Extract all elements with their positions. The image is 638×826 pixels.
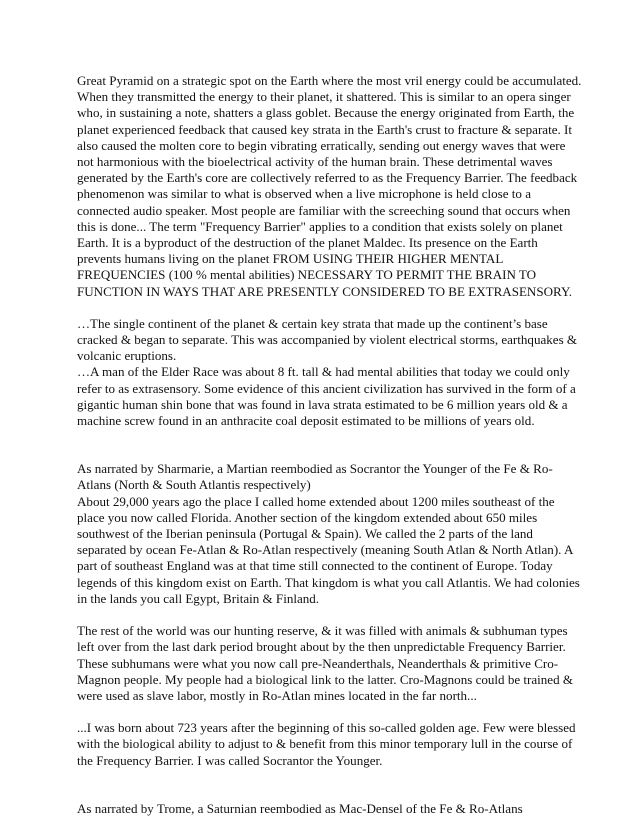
paragraph-frequency-barrier: Great Pyramid on a strategic spot on the Earth where the most vril energy could be accumulated. When they transmitted the energy to their planet, it shattered. This is similar to an opera singer who, in sustaining a note, shatters a glass goblet. Because the energy originated from Earth, the planet experienced feedback that caused key strata in the Earth's crust to fracture & separate. It also caused the molten core to begin vibrating erratically, sending out energy waves that were not harmonious with the bioelectrical activity of the human brain. These detrimental waves generated by the Earth's core are collectively referred to as the Frequency Barrier. The feedback phenomenon was similar to what is observed when a live microphone is held close to a connected audio speaker. Most people are familiar with the screeching sound that occurs when this is done... The term "Frequency Barrier" applies to a condition that exists solely on planet Earth. It is a byproduct of the destruction of the planet Maldec. Its presence on the Earth prevents humans living on the planet FROM USING THEIR HIGHER MENTAL FREQUENCIES (100 % mental abilities) NECESSARY TO PERMIT THE BRAIN TO FUNCTION IN WAYS THAT ARE PRESENTLY CONSIDERED TO BE EXTRASENSORY.: [77, 73, 582, 299]
paragraph-golden-age: ...I was born about 723 years after the beginning of this so-called golden age. Few were blessed with the biological ability to adjust to & benefit from this minor temporary lull in the course of the Frequency Barrier. I was called Socrantor the Younger.: [77, 720, 576, 768]
paragraph-elder-race: …A man of the Elder Race was about 8 ft. tall & had mental abilities that today we could only refer to as extrasensory. Some evidence of this ancient civilization has survived in the form of a gigantic human shin bone that was found in lava strata estimated to be 6 million years old & a machine screw found in an anthracite coal deposit estimated to be millions of years old.: [77, 364, 576, 429]
paragraph-sharmarie-heading: As narrated by Sharmarie, a Martian reembodied as Socrantor the Younger of the Fe & Ro-Atlans (North & South Atlantis respectively): [77, 461, 553, 493]
paragraph-hunting-reserve: The rest of the world was our hunting reserve, & it was filled with animals & subhuman types left over from the last dark period brought about by the then unpredictable Frequency Barrier. These subhumans were what you now call pre-Neanderthals, Neanderthals & primitive Cro-Magnon people. My people had a biological link to the latter. Cro-Magnons could be trained & were used as slave labor, mostly in Ro-Atlan mines located in the far north...: [77, 623, 574, 703]
paragraph-atlantis-kingdom: About 29,000 years ago the place I called home extended about 1200 miles southeast of the place you now called Florida. Another section of the kingdom extended about 650 miles southwest of the Iberian peninsula (Portugal & Spain). We called the 2 parts of the land separated by ocean Fe-Atlan & Ro-Atlan respectively (meaning South Atlan & North Atlan). A part of southeast England was at that time still connected to the continent of Europe. Today legends of this kingdom exist on Earth. That kingdom is what you call Atlantis. We had colonies in the lands you call Egypt, Britain & Finland.: [77, 493, 580, 606]
paragraph-trome-heading: As narrated by Trome, a Saturnian reembodied as Mac-Densel of the Fe & Ro-Atlans: [77, 800, 523, 816]
paragraph-continent-cracked: …The single continent of the planet & certain key strata that made up the continent’s base cracked & began to separate. This was accompanied by violent electrical storms, earthquakes & volcanic eruptions.: [77, 315, 578, 364]
